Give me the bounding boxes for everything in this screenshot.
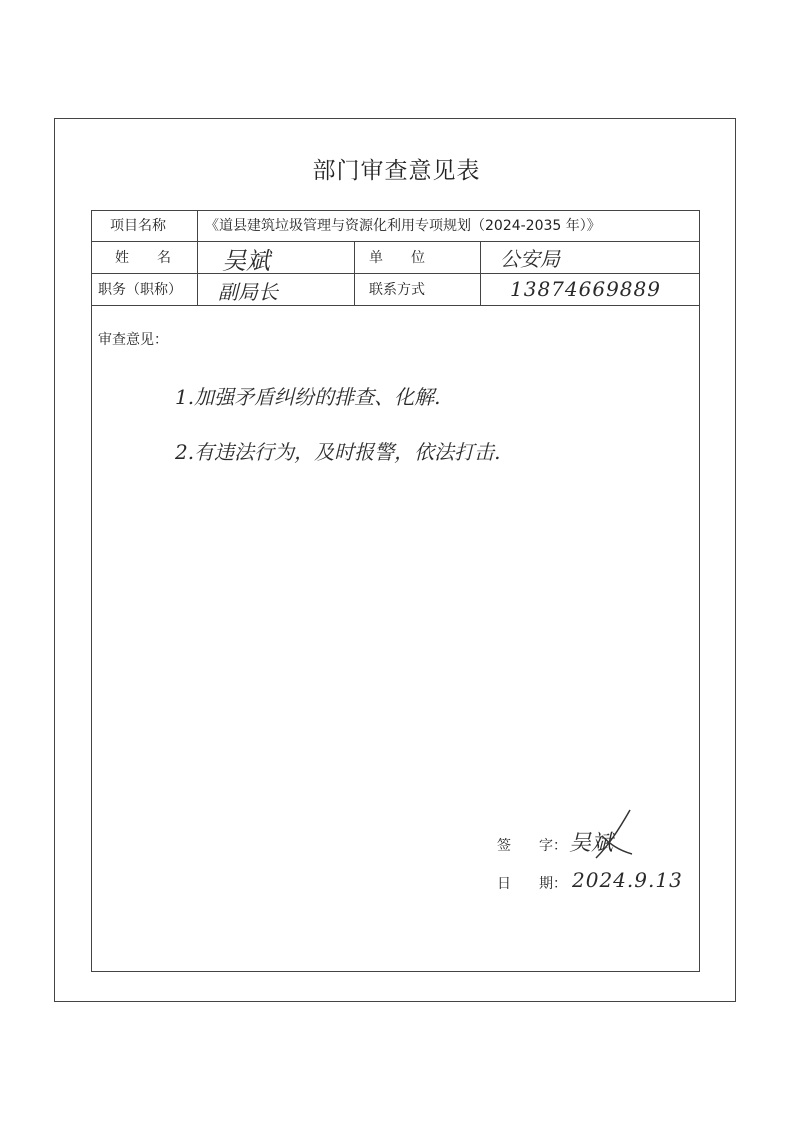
- opinion-label: 审查意见：: [98, 332, 168, 348]
- row-divider: [91, 241, 700, 242]
- unit-label: 单 位: [369, 250, 425, 266]
- contact-label: 联系方式: [369, 282, 425, 298]
- form-title: 部门审查意见表: [312, 158, 481, 184]
- opinion-line-1: 1.加强矛盾纠纷的排查、化解.: [175, 385, 441, 409]
- signature-label: 签 字：: [497, 838, 567, 854]
- signature-value: 吴斌: [569, 831, 614, 856]
- row-divider: [91, 273, 700, 274]
- position-label: 职务（职称）: [98, 282, 182, 298]
- signature-flourish: [588, 806, 638, 866]
- row-divider: [91, 305, 700, 306]
- column-divider: [480, 241, 481, 305]
- date-label: 日 期：: [497, 876, 567, 892]
- name-value: 吴斌: [222, 247, 270, 275]
- column-divider: [354, 241, 355, 305]
- name-label: 姓 名: [115, 250, 171, 266]
- project-name-label: 项目名称: [110, 218, 166, 234]
- date-value: 2024.9.13: [572, 868, 683, 892]
- opinion-line-2: 2.有违法行为，及时报警，依法打击.: [175, 440, 501, 464]
- position-value: 副局长: [218, 280, 278, 304]
- column-divider: [197, 210, 198, 305]
- project-name-value: 《道县建筑垃圾管理与资源化利用专项规划（2024-2035 年）》: [205, 218, 601, 234]
- contact-value: 13874669889: [510, 277, 661, 301]
- unit-value: 公安局: [500, 247, 560, 271]
